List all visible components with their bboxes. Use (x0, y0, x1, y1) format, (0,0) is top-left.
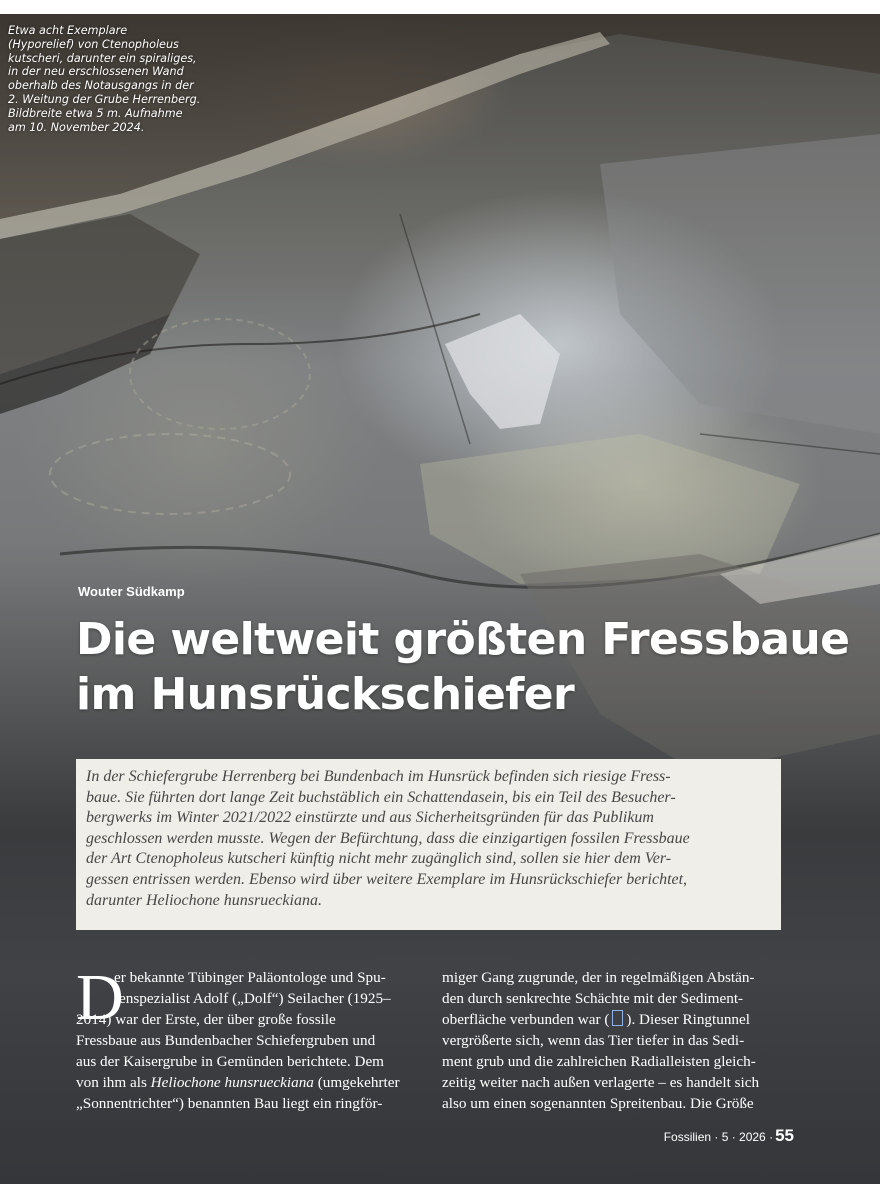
body-line: also um einen sogenannten Spreitenbau. Die Größe (442, 1095, 754, 1112)
title-line-2: im Hunsrückschiefer (76, 669, 575, 720)
caption-line: kutscheri, darunter ein spiraliges, (8, 51, 197, 65)
drop-cap: D (76, 961, 124, 1034)
body-text: von ihm als (76, 1074, 151, 1091)
abstract-box (76, 759, 781, 930)
caption-line: Bildbreite etwa 5 m. Aufnahme (8, 106, 183, 120)
caption-line: (Hyporelief) von Ctenopholeus (8, 37, 179, 51)
figure-reference-link[interactable] (612, 1010, 623, 1026)
abstract-line: darunter Heliochone hunsrueckiana. (86, 891, 322, 909)
body-text: ). Dieser Ringtunnel (626, 1011, 750, 1028)
abstract-line: geschlossen werden musste. Wegen der Befürchtung, dass die einzigartigen fossilen Fressbaue (86, 829, 690, 847)
body-line: den durch senkrechte Schächte mit der Sediment- (442, 990, 744, 1007)
abstract-line: gessen entrissen werden. Ebenso wird über weitere Exemplare im Hunsrückschiefer berichtet, (86, 870, 688, 888)
page-number: 55 (775, 1126, 794, 1145)
body-line: zeitig weiter nach außen verlagerte – es handelt sich (442, 1074, 760, 1091)
body-line: vergrößerte sich, wenn das Tier tiefer in das Sedi- (442, 1032, 745, 1049)
body-text: (umgekehrter (313, 1074, 400, 1091)
body-line: 2014) war der Erste, der über große fossile (76, 1011, 336, 1028)
abstract-line: bergwerks im Winter 2021/2022 einstürzte und aus Sicherheitsgründen für das Publikum (86, 809, 654, 827)
abstract-line: baue. Sie führten dort lange Zeit buchstäblich ein Schattendasein, bis ein Teil des Besucher- (86, 788, 676, 806)
author-name: Wouter Südkamp (78, 584, 185, 599)
title-line-1: Die weltweit größten Fressbaue (76, 614, 850, 665)
body-line: renspezialist Adolf („Dolf“) Seilacher (1925– (114, 990, 391, 1007)
caption-line: Etwa acht Exemplare (8, 24, 128, 37)
page-footer (664, 1126, 794, 1146)
caption-line: 2. Weitung der Grube Herrenberg. (8, 92, 201, 106)
abstract-line: der Art Ctenopholeus kutscheri künftig nicht mehr zugänglich sind, sollen sie hier dem Ver- (86, 850, 672, 868)
body-line: aus der Kaisergrube in Gemünden berichtete. Dem (76, 1053, 384, 1070)
body-text: oberfläche verbunden war ( (442, 1011, 610, 1028)
body-line (76, 1072, 406, 1093)
journal-info: Fossilien · 5 · 2026 · (663, 1130, 774, 1144)
caption-line: in der neu erschlossenen Wand (8, 65, 184, 79)
body-column-right (442, 967, 772, 1114)
body-line: Fressbaue aus Bundenbacher Schiefergruben und (76, 1032, 376, 1049)
body-line: er bekannte Tübinger Paläontologe und Spu- (114, 969, 386, 986)
abstract-line: In der Schiefergrube Herrenberg bei Bundenbach im Hunsrück befinden sich riesige Fress- (86, 768, 671, 785)
body-line: miger Gang zugrunde, der in regelmäßigen Abstän- (442, 969, 755, 986)
species-name: Heliochone hunsrueckiana (150, 1074, 314, 1091)
article-title (76, 612, 866, 722)
body-line: „Sonnentrichter“) benannten Bau liegt ein ringför- (76, 1095, 383, 1112)
body-line: ment grub und die zahlreichen Radialleisten gleich- (442, 1053, 756, 1070)
body-column-left (76, 961, 406, 1114)
photo-caption (8, 24, 233, 134)
caption-line: am 10. November 2024. (8, 120, 145, 134)
body-line (442, 1009, 772, 1030)
magazine-page (0, 14, 880, 1184)
caption-line: oberhalb des Notausgangs in der (8, 79, 194, 93)
